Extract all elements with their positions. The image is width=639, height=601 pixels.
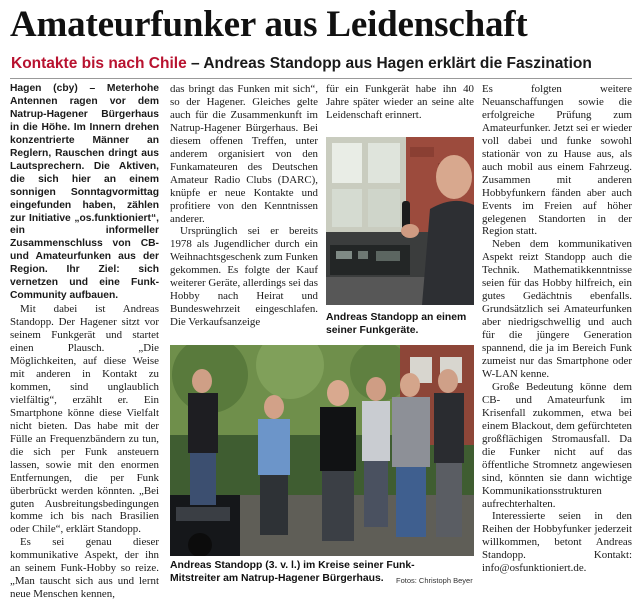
headline: Amateurfunker aus Leidenschaft <box>10 4 528 45</box>
photo-radio-operator <box>326 137 474 305</box>
divider <box>10 78 632 79</box>
column-3 <box>326 83 474 123</box>
body-paragraph: Es sei genau dieser kommunikative Aspekt, der ihn an seinem Funk-Hobby so reize. „Man tauscht sich aus und lernt neue Menschen kennen, <box>10 536 159 601</box>
body-paragraph: Interessierte seien in den Reihen der Hobbyfunker jederzeit willkommen, betont Andreas Standopp. Kontakt: info@osfunktioniert.de. <box>482 510 632 575</box>
subheadline <box>11 54 631 74</box>
column-4 <box>482 83 632 575</box>
lead-paragraph: Hagen (cby) – Meterhohe Antennen ragen vor dem Natrup-Hagener Bürgerhaus in die Höhe. Im Innern drehen konzentrierte Männer an Reglern, Rauschen dringt aus Lautsprechern. Die Aktiven, die sich hier an einem sonnigen Sonntagvormittag eingefunden haben, zählen zur Initiative „os.funktioniert“, ein informeller Zusammenschluss von CB- und Amateurfunken aus der Region. Ihr Ziel: sich vernetzen und eine Funk-Community aufbauen. <box>10 83 159 302</box>
body-paragraph: für ein Funkgerät habe ihn 40 Jahre später wieder an seine alte Leidenschaft erinnert. <box>326 83 474 121</box>
subhead-text: – Andreas Standopp aus Hagen erklärt die Faszination <box>186 55 592 72</box>
body-paragraph: Ursprünglich sei er bereits 1978 als Jugendlicher durch ein Weihnachtsgeschenk zum Funken gekommen. Es folgte der Kauf weiterer Geräte, allerdings sei das Hobby nach Heirat und Bundeswehrzeit eingeschlafen. Die Verkaufsanzeige <box>170 225 318 329</box>
photo-caption: Andreas Standopp (3. v. l.) im Kreise seiner Funk-Mitstreiter am Natrup-Hagener Bürgerhaus. <box>170 560 415 584</box>
column-1 <box>10 83 159 601</box>
photo-credit: Fotos: Christoph Beyer <box>396 576 473 585</box>
photo-group <box>170 345 474 556</box>
body-paragraph: Es folgten weitere Neuanschaffungen sowie die erfolgreiche Prüfung zum Amateurfunker. Jetzt sei er wieder voll dabei und funke sowohl stationär von zu Hause aus, als auch mobil aus einem Fahrzeug. Zusammen mit anderen Hobbyfunkern fänden aber auch Events im Freien auf höher gelegenen Standorten in der Region statt. <box>482 83 632 238</box>
body-paragraph: Neben dem kommunikativen Aspekt reizt Standopp auch die Technik. Mathematikkenntnisse seien für das Hobby hilfreich, ein gutes Gedächtnis ebenfalls. Grundsätzlich sei Amateurfunken aber niedrigschwellig und auch für die jüngere Generation spannend, die ja im Bereich Funk zumeist nur das Smartphone oder W-LAN kenne. <box>482 238 632 380</box>
column-2 <box>170 83 318 339</box>
body-paragraph: Große Bedeutung könne dem CB- und Amateurfunk im Krisenfall zukommen, etwa bei einem Blackout, dem gefürchteten großflächigen Stromausfall. Da die Funker nicht auf das öffentliche Stromnetz angewiesen sind, könnten sie dann wichtige Kommunikationsstrukturen aufrechterhalten. <box>482 380 632 510</box>
body-paragraph: Mit dabei ist Andreas Standopp. Der Hagener sitzt vor seinem Funkgerät und startet einen Plausch. „Die Möglichkeiten, auf diese Weise mit anderen in Kontakt zu kommen, sind unglaublich vielfältig“, erzählt er. Ein Smartphone könne diese Vielfalt nicht bieten. Das habe mit der Fülle an Frequenzbändern zu tun, die sich per Funk ansteuern lassen, sowie mit den enormen Entfernungen, die per Funk überbrückt werden könnten. „Bei guten Ausbreitungsbedingungen komme ich bis nach Brasilien oder Chile“, erklärt Standopp. <box>10 303 159 536</box>
body-paragraph: das bringt das Funken mit sich“, so der Hagener. Gleiches gelte auch für die Zusammenkunft im Natrup-Hagener Bürgerhaus. Bei diesem offenen Treffen, unter anderem organisiert von den Funkamateuren des Deutschen Amateur Radio Clubs (DARC), knüpfe er neue Kontakte und profitiere von den Kenntnissen anderer. <box>170 83 318 225</box>
photo-caption: Andreas Standopp an einem seiner Funkgeräte. <box>326 312 467 336</box>
kicker: Kontakte bis nach Chile <box>11 55 187 72</box>
